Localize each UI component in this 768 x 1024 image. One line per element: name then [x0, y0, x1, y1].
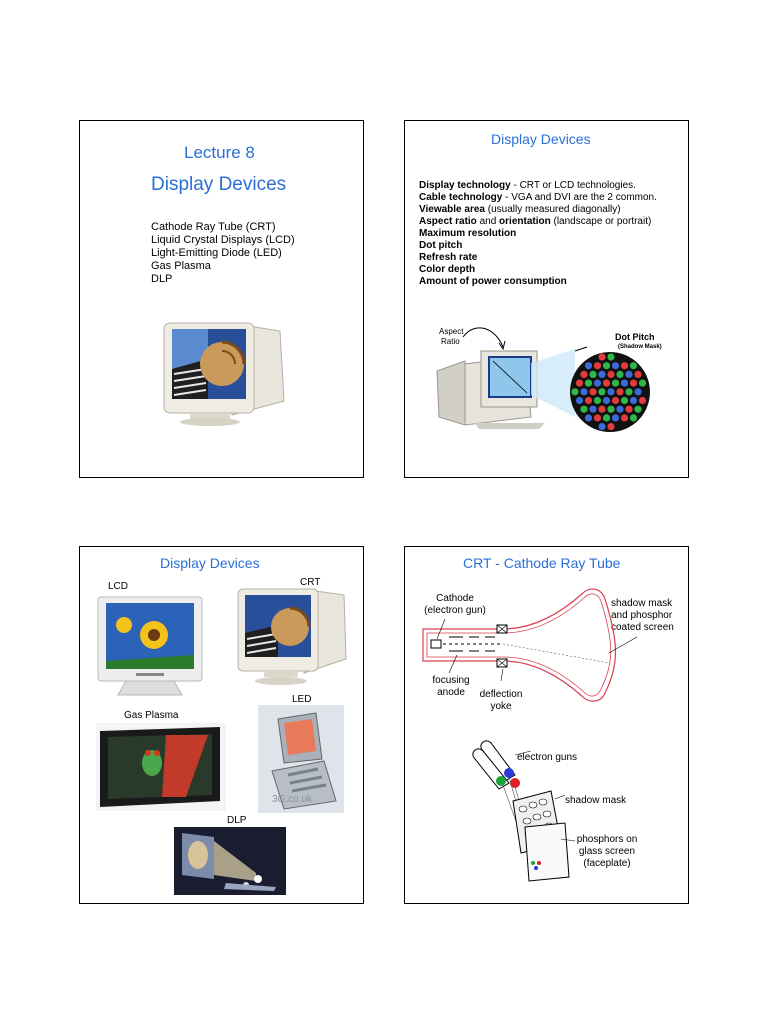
- phosphor-dot: [598, 388, 605, 395]
- list-item: Viewable area (usually measured diagonally): [419, 204, 621, 215]
- slide-title: Display Devices: [160, 555, 260, 571]
- phosphor-dot: [625, 388, 632, 395]
- phosphor-dot: [616, 371, 623, 378]
- phosphor-dot: [621, 397, 628, 404]
- phosphor-dot: [616, 388, 623, 395]
- gas-plasma-label: Gas Plasma: [124, 710, 179, 721]
- feature-list: [419, 180, 657, 288]
- list-item: Aspect ratio and orientation (landscape or portrait): [419, 216, 652, 227]
- electron-guns-label: electron guns: [517, 752, 578, 763]
- crt-tube-diagram: [405, 547, 689, 727]
- phosphor-dot: [585, 397, 592, 404]
- lcd-monitor-image: [96, 595, 206, 699]
- led-label: LED: [292, 694, 312, 705]
- phosphor-dot: [630, 380, 637, 387]
- phosphor-dot: [580, 371, 587, 378]
- phosphor-dot: [639, 380, 646, 387]
- phosphor-dot: [571, 388, 578, 395]
- phosphor-dot: [580, 406, 587, 413]
- list-item: Dot pitch: [419, 240, 463, 251]
- phosphor-dot: [585, 362, 592, 369]
- phosphor-dot: [634, 406, 641, 413]
- phosphor-dot: [630, 414, 637, 421]
- phosphor-dot: [639, 397, 646, 404]
- list-item: Gas Plasma: [151, 260, 211, 272]
- list-item: Liquid Crystal Displays (LCD): [151, 234, 295, 246]
- list-item: Maximum resolution: [419, 228, 517, 239]
- shadow-mask-label: shadow mask: [565, 795, 627, 806]
- phosphor-dot: [625, 371, 632, 378]
- phosphor-dot: [594, 362, 601, 369]
- phosphor-dot: [585, 414, 592, 421]
- dlp-label: DLP: [227, 815, 247, 826]
- phosphor-dot: [625, 406, 632, 413]
- phosphor-dot: [589, 388, 596, 395]
- phosphor-dot: [598, 423, 605, 430]
- crt-monitor-image: [236, 587, 348, 691]
- list-item: Cathode Ray Tube (CRT): [151, 221, 276, 233]
- slide-crt-diagram: [404, 546, 689, 904]
- phosphor-dot: [612, 380, 619, 387]
- list-item: Refresh rate: [419, 252, 478, 263]
- phosphor-dot: [594, 397, 601, 404]
- phosphor-dot: [607, 406, 614, 413]
- lcd-label: LCD: [108, 581, 129, 592]
- crt-monitor-image: [160, 319, 290, 429]
- shadow-mask-label: (Shadow Mask): [618, 344, 662, 350]
- phosphor-dot: [634, 388, 641, 395]
- phosphor-dot: [594, 380, 601, 387]
- dlp-projector-image: [174, 827, 286, 895]
- phosphor-dot: [634, 371, 641, 378]
- phosphor-dot: [589, 371, 596, 378]
- phosphor-dot: [630, 397, 637, 404]
- list-item: Light-Emitting Diode (LED): [151, 247, 282, 259]
- phosphor-dot: [598, 371, 605, 378]
- phosphor-dot: [603, 362, 610, 369]
- electron-gun-shadow-mask-diagram: [405, 727, 689, 897]
- phosphor-dot: [621, 414, 628, 421]
- phosphors-label: phosphors on glass screen (faceplate): [576, 834, 638, 869]
- screen-label: shadow mask and phosphor coated screen: [611, 598, 674, 633]
- phosphor-dot: [621, 362, 628, 369]
- phosphor-dot: [630, 362, 637, 369]
- lecture-number: Lecture 8: [184, 143, 255, 162]
- crt-label: CRT: [300, 577, 321, 588]
- cathode-label: Cathode (electron gun): [424, 593, 486, 616]
- device-list: [151, 221, 295, 286]
- focusing-anode-label: focusing anode: [432, 675, 470, 698]
- phosphor-dot: [594, 414, 601, 421]
- phosphor-dot: [607, 353, 614, 360]
- phosphor-dot: [598, 406, 605, 413]
- list-item: Display technology - CRT or LCD technologies.: [419, 180, 636, 191]
- phosphor-dot: [603, 397, 610, 404]
- list-item: Amount of power consumption: [419, 276, 567, 287]
- phosphor-dot: [598, 353, 605, 360]
- slide-lecture-title: [79, 120, 364, 478]
- phosphor-dot: [585, 380, 592, 387]
- deflection-yoke-label: deflection yoke: [479, 689, 523, 712]
- lecture-title: Display Devices: [151, 174, 287, 195]
- phosphor-dot: [607, 423, 614, 430]
- phosphor-dot: [621, 380, 628, 387]
- phosphor-dot: [589, 406, 596, 413]
- phosphor-dot: [603, 380, 610, 387]
- dot-pitch-label: Dot Pitch: [615, 332, 655, 342]
- phone-watermark: 3G.co.uk: [272, 794, 313, 805]
- slide-display-devices-features: [404, 120, 689, 478]
- phosphor-dot: [616, 406, 623, 413]
- phosphor-dot: [607, 388, 614, 395]
- phosphor-dot: [607, 371, 614, 378]
- list-item: Color depth: [419, 264, 476, 275]
- phosphor-dot: [612, 414, 619, 421]
- slide-title: CRT - Cathode Ray Tube: [463, 555, 621, 571]
- aspect-label: Aspect: [439, 327, 464, 336]
- slide-title: Display Devices: [491, 131, 591, 147]
- phosphor-dot: [580, 388, 587, 395]
- phosphor-dot: [576, 380, 583, 387]
- gas-plasma-image: [96, 723, 226, 811]
- ratio-label: Ratio: [441, 337, 460, 346]
- shadow-mask-dots: [569, 351, 651, 433]
- phosphor-dot: [612, 362, 619, 369]
- list-item: Cable technology - VGA and DVI are the 2 common.: [419, 192, 657, 203]
- phosphor-dot: [576, 397, 583, 404]
- phosphor-dot: [603, 414, 610, 421]
- slide-display-devices-gallery: [79, 546, 364, 904]
- phosphor-dot: [612, 397, 619, 404]
- list-item: DLP: [151, 273, 173, 285]
